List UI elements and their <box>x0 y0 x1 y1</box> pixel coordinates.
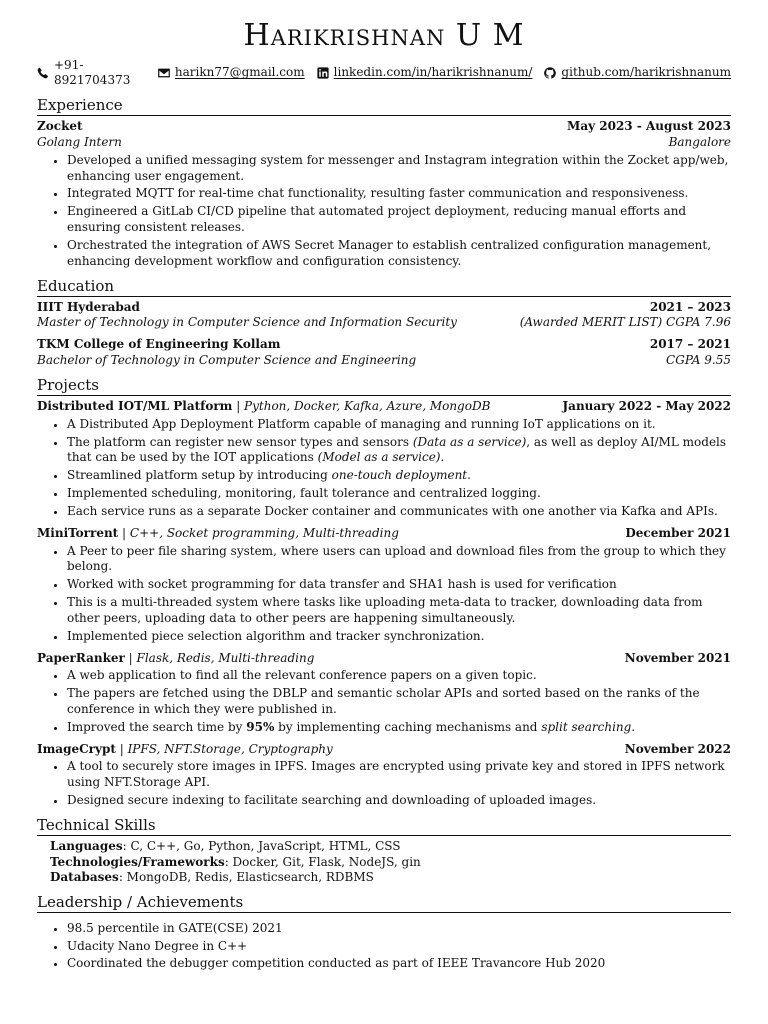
bullet-segment: Worked with socket programming for data transfer and SHA1 hash is used for verification <box>67 577 617 592</box>
bullet-item <box>66 544 731 576</box>
skill-row <box>50 870 731 886</box>
project-tech: IPFS, NFT.Storage, Cryptography <box>127 741 333 756</box>
phone-number: +91-8921704373 <box>54 57 131 88</box>
project-title-group <box>37 399 490 415</box>
email-link[interactable]: harikn77@gmail.com <box>174 65 305 80</box>
achievement-item: • 98.5 percentile in GATE(CSE) 2021 <box>66 921 731 937</box>
bullet-list <box>37 544 731 645</box>
projects-list <box>37 399 731 809</box>
bullet-item: • Orchestrated the integration of AWS Secret Manager to establish centralized configuration management, enhancing development workflow and configuration consistency. <box>66 238 731 270</box>
achievements-list <box>37 921 731 972</box>
bullet-item <box>66 720 731 736</box>
skill-row <box>50 855 731 871</box>
grade: (Awarded MERIT LIST) CGPA 7.96 <box>519 315 731 330</box>
bullet-item <box>66 759 731 791</box>
bullet-list <box>37 417 731 520</box>
education-header-row <box>37 300 731 316</box>
phone-contact <box>37 58 146 90</box>
bullet-item <box>66 595 731 627</box>
section-title: Technical Skills <box>37 816 731 836</box>
degree-name: Bachelor of Technology in Computer Science and Engineering <box>37 353 417 368</box>
project-header-row <box>37 399 731 415</box>
skill-value: : Docker, Git, Flask, NodeJS, gin <box>224 854 421 869</box>
education-header-row <box>37 337 731 353</box>
project-entry <box>37 651 731 736</box>
section-title: Projects <box>37 376 731 396</box>
separator: | <box>118 525 130 540</box>
resume-page <box>37 20 731 974</box>
bullet-segment: by implementing caching mechanisms and <box>274 719 542 734</box>
bullet-segment: A tool to securely store images in IPFS. Images are encrypted using private key and stored in IPFS network using NFT.Storage API. <box>67 759 725 790</box>
project-header-row <box>37 742 731 758</box>
skills-section <box>37 816 731 886</box>
experience-list <box>37 119 731 269</box>
skill-row <box>50 839 731 855</box>
section-title: Education <box>37 277 731 297</box>
bullet-list <box>37 153 731 270</box>
skill-label: Technologies/Frameworks <box>50 854 225 869</box>
education-entry <box>37 300 731 332</box>
bullet-segment: Each service runs as a separate Docker container and communicates with one another via Kafka and APIs. <box>67 503 718 518</box>
date-range: May 2023 - August 2023 <box>567 119 731 134</box>
github-icon <box>544 67 556 79</box>
project-header-row <box>37 526 731 542</box>
bullet-list <box>37 668 731 735</box>
education-entry <box>37 337 731 369</box>
bullet-segment: A Peer to peer file sharing system, where users can upload and download files from the group to which they belong. <box>67 543 726 574</box>
separator: | <box>124 650 137 665</box>
school-name: IIIT Hyderabad <box>37 299 140 314</box>
bullet-segment: . <box>467 468 471 483</box>
job-title: Golang Intern <box>37 134 122 149</box>
section-title: Leadership / Achievements <box>37 893 731 913</box>
bullet-segment: (Data as a service) <box>412 434 527 449</box>
education-sub-row <box>37 315 731 331</box>
phone-icon <box>37 67 49 79</box>
project-header-row <box>37 651 731 667</box>
date-range: November 2021 <box>624 650 731 665</box>
project-entry <box>37 399 731 520</box>
bullet-item: • Integrated MQTT for real-time chat functionality, resulting faster communication and responsiveness. <box>66 186 731 202</box>
candidate-name: Harikrishnan U M <box>243 18 525 53</box>
project-name: ImageCrypt <box>37 741 116 756</box>
skill-value: : C, C++, Go, Python, JavaScript, HTML, CSS <box>122 838 401 853</box>
bullet-list <box>37 759 731 808</box>
github-contact[interactable] <box>544 58 731 90</box>
bullet-segment: 95% <box>246 719 275 734</box>
bullet-segment: This is a multi-threaded system where tasks like uploading meta-data to tracker, downloading data from other peers, uploading data to other peers are happening simultaneously. <box>67 595 703 625</box>
email-contact[interactable] <box>158 58 305 90</box>
envelope-icon <box>158 67 170 79</box>
date-range: 2021 – 2023 <box>649 299 731 314</box>
project-name: Distributed IOT/ML Platform <box>37 398 233 413</box>
bullet-segment: Implemented scheduling, monitoring, fault tolerance and centralized logging. <box>67 486 541 501</box>
bullet-segment: The platform can register new sensor types and sensors <box>67 434 413 449</box>
project-tech: Python, Docker, Kafka, Azure, MongoDB <box>244 398 491 413</box>
project-entry <box>37 526 731 645</box>
separator: | <box>232 398 245 413</box>
bullet-segment: one-touch deployment <box>331 468 468 483</box>
project-name: MiniTorrent <box>37 525 119 540</box>
bullet-item <box>66 486 731 502</box>
bullet-segment: Streamlined platform setup by introducing <box>67 468 332 483</box>
experience-header-row <box>37 119 731 135</box>
bullet-segment: The papers are fetched using the DBLP and semantic scholar APIs and sorted based on the ranks of the conference in which they were published in. <box>67 686 700 716</box>
bullet-item <box>66 504 731 520</box>
bullet-item: • Developed a unified messaging system for messenger and Instagram integration within the Zocket app/web, enhancing user engagement. <box>66 153 731 185</box>
bullet-segment: A Distributed App Deployment Platform capable of managing and running IoT applications on it. <box>67 416 656 431</box>
education-list <box>37 300 731 369</box>
bullet-segment: . <box>440 450 445 465</box>
linkedin-contact[interactable] <box>317 58 533 90</box>
degree-name: Master of Technology in Computer Science and Information Security <box>37 315 457 330</box>
date-range: December 2021 <box>625 525 731 540</box>
project-entry <box>37 742 731 809</box>
section-title: Experience <box>37 96 731 116</box>
bullet-segment: Designed secure indexing to facilitate searching and downloading of uploaded images. <box>67 793 597 808</box>
education-sub-row <box>37 353 731 369</box>
skills-list <box>37 839 731 886</box>
bullet-segment: A web application to find all the relevant conference papers on a given topic. <box>67 668 537 683</box>
bullet-item <box>66 417 731 433</box>
projects-section <box>37 376 731 809</box>
project-title-group <box>37 526 399 542</box>
company-name: Zocket <box>37 119 83 134</box>
project-title-group <box>37 742 333 758</box>
bullet-item: • Engineered a GitLab CI/CD pipeline that automated project deployment, reducing manual efforts and ensuring consistent releases. <box>66 204 731 236</box>
skill-label: Languages <box>50 838 123 853</box>
github-link[interactable]: github.com/harikrishnanum <box>561 65 731 80</box>
project-tech: C++, Socket programming, Multi-threading <box>129 525 399 540</box>
achievements-section <box>37 893 731 972</box>
bullet-segment: . <box>631 719 636 734</box>
project-title-group <box>37 651 314 667</box>
skill-label: Databases <box>50 870 119 885</box>
bullet-segment: split searching <box>541 719 632 734</box>
bullet-item <box>66 435 731 467</box>
date-range: January 2022 - May 2022 <box>562 398 731 413</box>
skill-value: : MongoDB, Redis, Elasticsearch, RDBMS <box>118 870 374 885</box>
experience-entry <box>37 119 731 269</box>
education-section <box>37 277 731 369</box>
bullet-item <box>66 629 731 645</box>
bullet-item <box>66 468 731 484</box>
bullet-item <box>66 668 731 684</box>
experience-section <box>37 96 731 269</box>
experience-sub-row <box>37 135 731 151</box>
project-name: PaperRanker <box>37 650 125 665</box>
linkedin-icon <box>317 67 329 79</box>
bullet-item <box>66 577 731 593</box>
bullet-segment: Implemented piece selection algorithm and tracker synchronization. <box>67 628 485 643</box>
job-location: Bangalore <box>668 134 731 149</box>
achievement-item: • Coordinated the debugger competition conducted as part of IEEE Travancore Hub 2020 <box>66 956 731 972</box>
linkedin-link[interactable]: linkedin.com/in/harikrishnanum/ <box>333 65 533 80</box>
bullet-item <box>66 686 731 718</box>
bullet-segment: Improved the search time by <box>67 719 247 734</box>
separator: | <box>115 741 128 756</box>
date-range: November 2022 <box>624 741 731 756</box>
bullet-segment: (Model as a service) <box>317 450 441 465</box>
date-range: 2017 – 2021 <box>649 337 731 352</box>
bullet-segment: , as well as deploy AI/ML models that can be used by the IOT applications <box>67 434 727 465</box>
project-tech: Flask, Redis, Multi-threading <box>136 650 315 665</box>
school-name: TKM College of Engineering Kollam <box>37 337 281 352</box>
grade: CGPA 9.55 <box>666 353 731 368</box>
bullet-item <box>66 793 731 809</box>
contact-bar <box>37 58 731 90</box>
achievement-item: • Udacity Nano Degree in C++ <box>66 939 731 955</box>
